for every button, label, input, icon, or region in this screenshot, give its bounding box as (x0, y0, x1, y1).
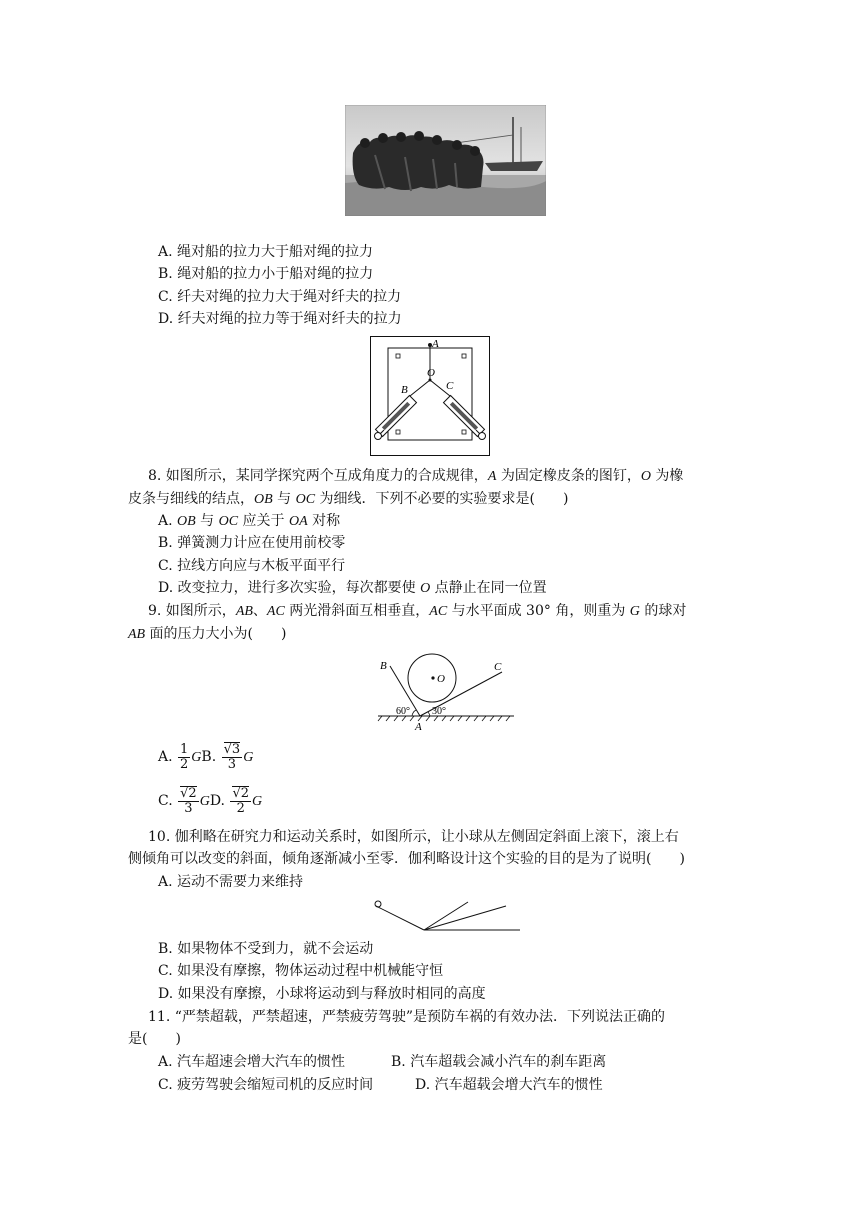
fraction: $\frac{√3}{3}$ (223, 742, 241, 772)
q9-fig-angle-60: 60° (396, 706, 410, 717)
q11-stem: 11. “严禁超载，严禁超速，严禁疲劳驾驶”是预防车祸的有效办法．下列说法正确的 是( ) (128, 1009, 666, 1047)
fraction: $\frac{1}{2}$ (180, 741, 189, 772)
q9-fig-label-c: C (494, 661, 502, 673)
q8-force-board-diagram (370, 336, 490, 456)
fraction: $\frac{√2}{2}$ (232, 786, 250, 816)
q10-option-c: C. 如果没有摩擦，物体运动过程中机械能守恒 (158, 963, 444, 979)
q7-option-d: D. 纤夫对绳的拉力等于绳对纤夫的拉力 (158, 311, 402, 327)
q8-fig-label-a: A (432, 338, 439, 350)
q8-option-d: D. 改变拉力，进行多次实验，每次都要使 O 点静止在同一位置 (158, 580, 547, 596)
q9-fig-label-b: B (380, 660, 387, 672)
q9-inclines-ball-diagram (376, 652, 516, 734)
q8-option-a: A. OB 与 OC 应关于 OA 对称 (158, 513, 341, 529)
q11-option-c: C. 疲劳驾驶会缩短司机的反应时间 (158, 1077, 374, 1093)
q9-stem: 9. 如图所示，AB、AC 两光滑斜面互相垂直，AC 与水平面成 30° 角，则重为 G 的球对 AB 面的压力大小为( ) (128, 603, 687, 642)
q9-options-cd: C. $\frac{√2}{3}$ GD. $\frac{√2}{2}$ G (158, 786, 263, 816)
q10-option-b: B. 如果物体不受到力，就不会运动 (158, 941, 374, 957)
q8-option-b: B. 弹簧测力计应在使用前校零 (158, 535, 346, 551)
q8-fig-label-c: C (446, 380, 454, 392)
q9-fig-label-o: O (437, 673, 445, 685)
q10-stem: 10. 伽利略在研究力和运动关系时，如图所示，让小球从左侧固定斜面上滚下，滚上右 侧倾角可以改变的斜面，倾角逐渐减小至零．伽利略设计这个实验的目的是为了说明( ) (128, 829, 685, 867)
q7-option-a: A. 绳对船的拉力大于船对绳的拉力 (158, 244, 374, 260)
q8-fig-label-b: B (401, 384, 408, 396)
q10-option-a: A. 运动不需要力来维持 (158, 874, 304, 890)
q9-fig-label-a: A (415, 721, 422, 733)
q7-option-c: C. 纤夫对绳的拉力大于绳对纤夫的拉力 (158, 289, 402, 305)
q9-fig-angle-30: 30° (432, 706, 446, 717)
q11-option-a: A. 汽车超速会增大汽车的惯性 (158, 1054, 346, 1070)
q9-options-ab: A. $\frac{1}{2}$ GB. $\frac{√3}{3}$ G (158, 741, 254, 772)
barge-haulers-painting (345, 105, 546, 216)
q8-option-c: C. 拉线方向应与木板平面平行 (158, 558, 346, 574)
q11-option-d: D. 汽车超载会增大汽车的惯性 (415, 1077, 603, 1093)
fraction: $\frac{√2}{3}$ (180, 786, 197, 816)
q8-fig-label-o: O (427, 367, 435, 379)
q7-option-b: B. 绳对船的拉力小于船对绳的拉力 (158, 266, 374, 282)
q8-stem: 8. 如图所示，某同学探究两个互成角度力的合成规律，A 为固定橡皮条的图钉，O 为橡 皮条与细线的结点，OB 与 OC 为细线．下列不必要的实验要求是( ) (128, 468, 684, 507)
q11-option-b: B. 汽车超载会减小汽车的刹车距离 (391, 1054, 607, 1070)
q10-galileo-inclines-diagram (368, 896, 524, 934)
q10-option-d: D. 如果没有摩擦，小球将运动到与释放时相同的高度 (158, 986, 486, 1002)
